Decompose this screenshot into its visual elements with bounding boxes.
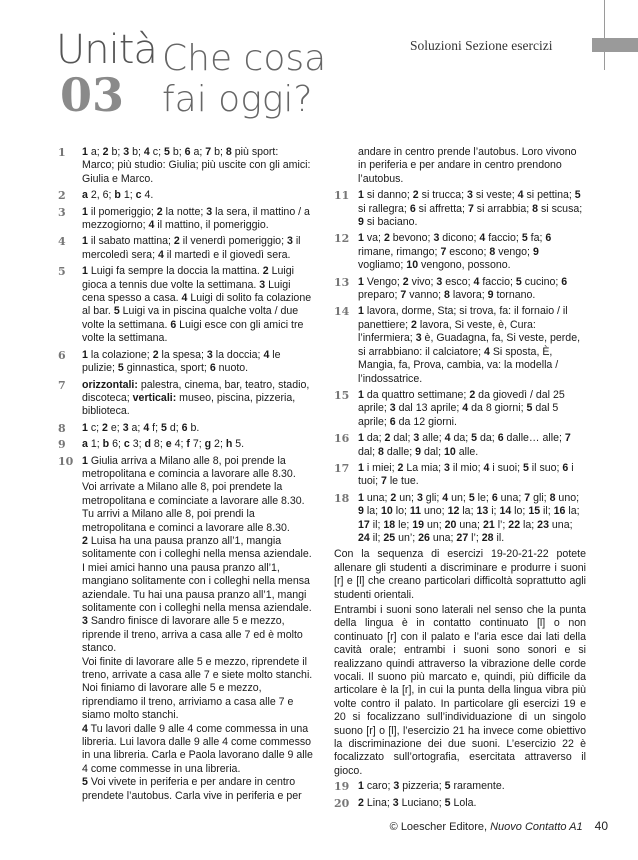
exercise-6 xyxy=(58,349,313,376)
exercise-answer: 2 Lina; 3 Luciano; 5 Lola. xyxy=(358,796,477,809)
exercise-answer: 1 Luigi fa sempre la doccia la mattina. 2 Luigi gioca a tennis due volte la settimana. 3 Luigi cena spesso a casa. 4 Luigi di solito fa colazione al bar. 5 Luigi va in piscina qualche volta / due volte la settimana. 6 Luigi esce con gli amici tre volte la settimana. xyxy=(82,265,312,345)
exercise-answer: 1 la colazione; 2 la spesa; 3 la doccia; 4 le pulizie; 5 ginnastica, sport; 6 nuoto. xyxy=(82,348,281,375)
exercise-number: 19 xyxy=(334,780,350,794)
section-tab-bar xyxy=(592,38,638,52)
exercise-number: 12 xyxy=(334,232,350,246)
exercise-answer: orizzontali: palestra, cinema, bar, teatro, stadio, discoteca; verticali: museo, piscina, pizzeria, biblioteca. xyxy=(82,378,310,418)
paragraph-2: Entrambi i suoni sono laterali nel senso che la punta della lingua è in contatto continuato [l] o non continuato [r] con il palato e l’aria esce dai lati della cavità orale; entrambi i suoni sono sonori e si realizzano quindi attraverso la vibrazione delle corde vocali. Il suono più marcato e, quindi, più difficile da articolare è la [r], in cui la punta della lingua vibra più volte contro il palato. In particolare gli esercizi 19 e 20 si focalizzano sull’individuazione di un singolo suono [r] o [l], l’esercizio 21 ha invece come obiettivo la discriminazione dei due suoni. L’esercizio 22 è focalizzato sull’ortografia, esercitata attraverso il gioco. xyxy=(334,604,586,777)
exercise-16 xyxy=(334,432,586,459)
exercise-number: 17 xyxy=(334,461,350,475)
exercise-number: 10 xyxy=(58,454,74,468)
exercise-answer: a 1; b 6; c 3; d 8; e 4; f 7; g 2; h 5. xyxy=(82,438,245,451)
exercise-1 xyxy=(58,146,313,186)
exercise-answer: 1 da quattro settimane; 2 da giovedì / dal 25 aprile; 3 dal 13 aprile; 4 da 8 giorni; 5 dal 5 aprile; 6 da 12 giorni. xyxy=(358,388,565,428)
exercise-3 xyxy=(58,206,313,233)
paragraph-1: Con la sequenza di esercizi 19-20-21-22 potete allenare gli studenti a discriminare e produrre i suoni [r] e [l] che creano particolari difficoltà soprattutto agli studenti orientali. xyxy=(334,548,586,601)
exercise-number: 3 xyxy=(58,205,66,219)
exercise-number: 2 xyxy=(58,189,66,203)
exercise-number: 9 xyxy=(58,438,66,452)
exercise-8 xyxy=(58,422,313,435)
footer xyxy=(390,819,608,833)
exercise-12 xyxy=(334,232,586,272)
exercise-number: 16 xyxy=(334,432,350,446)
exercise-answer: 1 il sabato mattina; 2 il venerdì pomeriggio; 3 il mercoledì sera; 4 il martedì e il giovedì sera. xyxy=(82,235,301,261)
header-rule xyxy=(604,0,605,70)
exercise-answer: 1 il pomeriggio; 2 la notte; 3 la sera, il mattino / a mezzogiorno; 4 il mattino, il pomeriggio. xyxy=(82,205,310,232)
exercise-20 xyxy=(334,797,586,810)
exercise-number: 4 xyxy=(58,235,66,249)
footer-publisher: © Loescher Editore, xyxy=(389,821,491,833)
exercise-number: 15 xyxy=(334,388,350,402)
exercise-14 xyxy=(334,305,586,385)
exercise-9 xyxy=(58,438,313,451)
exercise-number: 5 xyxy=(58,265,66,279)
exercise-10-continued: andare in centro prende l’autobus. Loro vivono in periferia e per andare in centro prendono l’autobus. xyxy=(358,146,577,185)
exercise-number: 8 xyxy=(58,421,66,435)
exercise-number: 18 xyxy=(334,491,350,505)
exercise-answer: 1 c; 2 e; 3 a; 4 f; 5 d; 6 b. xyxy=(82,421,200,434)
unit-word: Unità xyxy=(56,27,157,73)
unit-title xyxy=(162,38,326,120)
exercise-answer: 1 lavora, dorme, Sta; si trova, fa: il fornaio / il panettiere; 2 lavora, Si veste, è, Cura: l’infermiera; 3 è, Guadagna, fa, Si veste, perde, si arrabbiano: il calciatore; 4 Si sposta, È, Mangia, fa, Prova, cambia, va: la modella / l’indossatrice. xyxy=(358,305,581,385)
exercise-number: 14 xyxy=(334,305,350,319)
exercise-11 xyxy=(334,189,586,229)
exercise-answer: 1 Vengo; 2 vivo; 3 esco; 4 faccio; 5 cucino; 6 preparo; 7 vanno; 8 lavora; 9 tornano. xyxy=(358,275,568,302)
exercise-answer: 1 da; 2 dal; 3 alle; 4 da; 5 da; 6 dalle… alle; 7 dal; 8 dalle; 9 dal; 10 alle. xyxy=(358,432,571,458)
exercise-2 xyxy=(58,189,313,202)
unit-title-line1: Che cosa xyxy=(162,38,327,79)
exercise-answer: 1 Giulia arriva a Milano alle 8, poi prende la metropolitana e comincia a lavorare alle 8.30. Voi arrivate a Milano alle 8, poi prendete la metropolitana e cominciate a lavorare alle 8.30. Tu arrivi a Milano alle 8, poi prendi la metropolitana e cominci a lavorare alle 8.30. 2 Luisa ha una pausa pranzo all’1, mangia solitamente con i colleghi nella mensa aziendale. I miei amici hanno una pausa pranzo all’1, mangiano solitamente con i colleghi nella mensa aziendale. Tu hai una pausa pranzo all’1, mangi solitamente con i colleghi nella mensa aziendale. 3 Sandro finisce di lavorare alle 5 e mezzo, riprende il treno, arriva a casa alle 7 ed è molto stanco. Voi finite di lavorare alle 5 e mezzo, riprendete il treno, arrivate a casa alle 7 e siete molto stanchi. Noi finiamo di lavorare alle 5 e mezzo, riprendiamo il treno, arriviamo a casa alle 7 e siamo molto stanchi. 4 Tu lavori dalle 9 alle 4 come commessa in una libreria. Lui lavora dalle 9 alle 4 come commesso in una libreria. Carla e Paola lavorano dalle 9 alle 4 come commesse in una libreria. 5 Voi vivete in periferia e per andare in centro prendete l’autobus. Carla vive in periferia e per xyxy=(82,454,313,802)
exercise-number: 6 xyxy=(58,348,66,362)
section-title: Soluzioni Sezione esercizi xyxy=(410,38,553,53)
exercise-answer: 1 caro; 3 pizzeria; 5 raramente. xyxy=(358,780,505,793)
exercise-answer: 1 va; 2 bevono; 3 dicono; 4 faccio; 5 fa; 6 rimane, rimango; 7 escono; 8 vengo; 9 vogliamo; 10 vengono, possono. xyxy=(358,232,552,272)
exercise-13 xyxy=(334,276,586,303)
unit-title-line2: fai oggi? xyxy=(162,79,313,120)
exercise-19 xyxy=(334,780,586,793)
exercise-answer: 1 a; 2 b; 3 b; 4 c; 5 b; 6 a; 7 b; 8 più sport: Marco; più studio: Giulia; più uscite con gli amici: Giulia e Marco. xyxy=(82,146,311,185)
page-number: 40 xyxy=(594,819,608,833)
exercise-4 xyxy=(58,235,313,262)
exercise-answer: a 2, 6; b 1; c 4. xyxy=(82,189,154,202)
exercise-answer: 1 si danno; 2 si trucca; 3 si veste; 4 si pettina; 5 si rallegra; 6 si affretta; 7 si arrabbia; 8 si scusa; 9 si baciano. xyxy=(358,189,583,229)
footer-book: Nuovo Contatto A1 xyxy=(490,821,583,833)
exercise-answer: 1 una; 2 un; 3 gli; 4 un; 5 le; 6 una; 7 gli; 8 uno; 9 la; 10 lo; 11 uno; 12 la; 13 i; 14 lo; 15 il; 16 la; 17 il; 18 le; 19 un; 20 una; 21 l’; 22 la; 23 una; 24 il; 25 un’; 26 una; 27 l’; 28 il. xyxy=(358,491,580,544)
right-exercises xyxy=(334,189,586,545)
left-column xyxy=(58,146,313,806)
exercise-15 xyxy=(334,389,586,429)
exercise-number: 13 xyxy=(334,275,350,289)
exercise-18 xyxy=(334,492,586,546)
exercise-answer: 1 i miei; 2 La mia; 3 il mio; 4 i suoi; 5 il suo; 6 i tuoi; 7 le tue. xyxy=(358,461,574,488)
tail-exercises xyxy=(334,780,586,810)
exercise-17 xyxy=(334,462,586,489)
exercise-number: 7 xyxy=(58,378,66,392)
exercise-number: 11 xyxy=(334,189,350,203)
exercise-number: 1 xyxy=(58,146,66,159)
exercise-5 xyxy=(58,265,313,345)
unit-number: 03 xyxy=(60,68,125,122)
exercise-number: 20 xyxy=(334,796,350,810)
exercise-7 xyxy=(58,379,313,419)
exercise-10 xyxy=(58,455,313,804)
right-column xyxy=(334,146,586,813)
